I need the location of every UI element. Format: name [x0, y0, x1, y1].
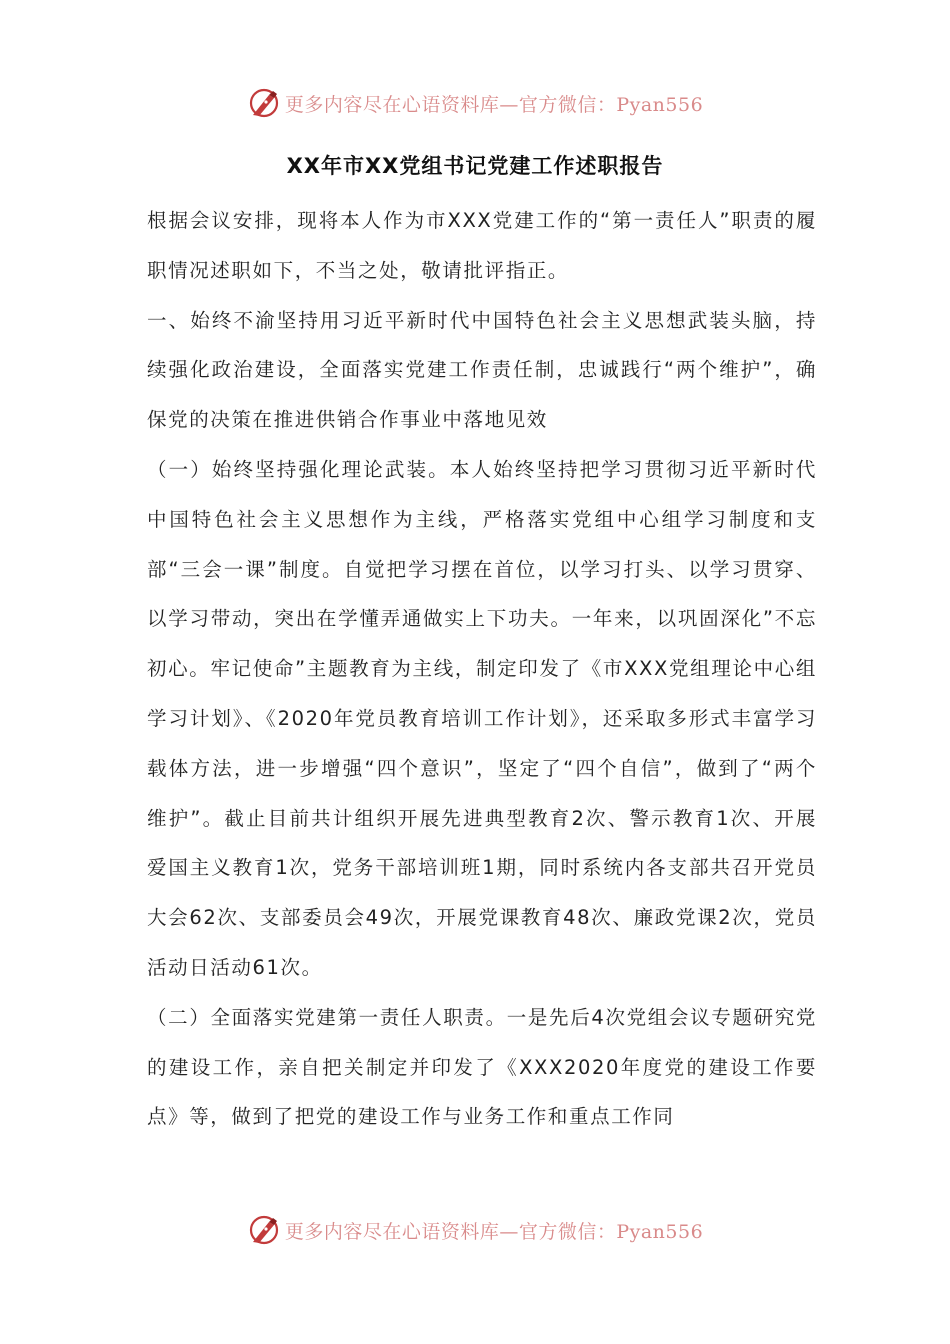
watermark-banner-top	[0, 83, 950, 123]
paragraph-intro: 根据会议安排，现将本人作为市XXX党建工作的“第一责任人”职责的履职情况述职如下，不当之处，敬请批评指正。	[147, 209, 817, 282]
watermark-text: 更多内容尽在心语资料库—官方微信：Pyan556	[284, 93, 704, 116]
pen-nib-logo-icon	[247, 1213, 281, 1247]
paragraph-section-one-heading: 一、始终不渝坚持用习近平新时代中国特色社会主义思想武装头脑，持续强化政治建设，全面落实党建工作责任制，忠诚践行“两个维护”，确保党的决策在推进供销合作事业中落地见效	[147, 308, 817, 432]
paragraph-responsibility: （二）全面落实党建第一责任人职责。一是先后4次党组会议专题研究党的建设工作，亲自把关制定并印发了《XXX2020年度党的建设工作要点》等，做到了把党的建设工作与业务工作和重点工作同	[147, 1005, 817, 1129]
watermark-text: 更多内容尽在心语资料库—官方微信：Pyan556	[284, 1220, 704, 1243]
pen-nib-logo-icon	[247, 86, 281, 120]
document-title: XX年市XX党组书记党建工作述职报告	[286, 154, 664, 178]
paragraph-theory-study: （一）始终坚持强化理论武装。本人始终坚持把学习贯彻习近平新时代中国特色社会主义思想作为主线，严格落实党组中心组学习制度和支部“三会一课”制度。自觉把学习摆在首位，以学习打头、以学习贯穿、以学习带动，突出在学懂弄通做实上下功夫。一年来，以巩固深化”不忘初心。牢记使命”主题教育为主线，制定印发了《市XXX党组理论中心组学习计划》、《2020年党员教育培训工作计划》，还采取多形式丰富学习载体方法，进一步增强“四个意识”，坚定了“四个自信”，做到了“两个维护”。截止目前共计组织开展先进典型教育2次、警示教育1次、开展爱国主义教育1次，党务干部培训班1期，同时系统内各支部共召开党员大会62次、支部委员会49次，开展党课教育48次、廉政党课2次，党员活动日活动61次。	[147, 457, 817, 979]
document-body	[147, 196, 817, 1142]
watermark-banner-bottom	[0, 1210, 950, 1250]
